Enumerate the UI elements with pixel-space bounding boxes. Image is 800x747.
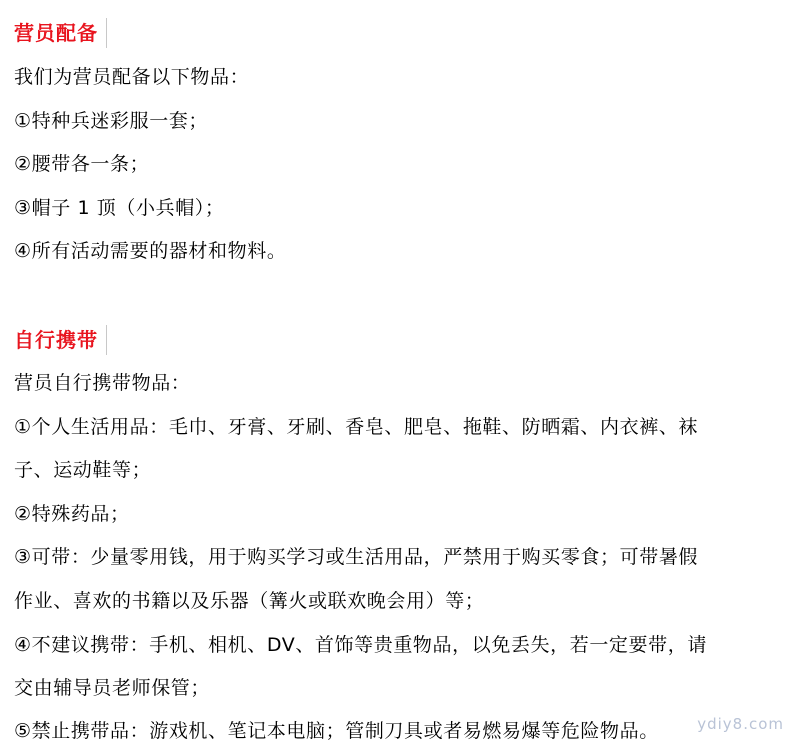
list-item: ③帽子 1 顶（小兵帽）； (14, 197, 225, 219)
list-item: ④不建议携带：手机、相机、DV、首饰等贵重物品，以免丢失，若一定要带，请 (14, 634, 707, 656)
section-heading-camper-supplies: 营员配备 (14, 18, 107, 48)
text-line: 营员自行携带物品： (14, 372, 191, 394)
section-heading-self-carry: 自行携带 (14, 325, 107, 355)
list-item: ④所有活动需要的器材和物料。 (14, 240, 287, 262)
list-item-continuation: 交由辅导员老师保管； (14, 677, 211, 699)
list-item: ①特种兵迷彩服一套； (14, 110, 209, 132)
list-item-continuation: 子、运动鞋等； (14, 459, 152, 481)
list-item: ②腰带各一条； (14, 153, 150, 175)
list-item-continuation: 作业、喜欢的书籍以及乐器（篝火或联欢晚会用）等； (14, 590, 485, 612)
watermark-text: ydiy8.com (697, 715, 784, 733)
list-item: ①个人生活用品：毛巾、牙膏、牙刷、香皂、肥皂、拖鞋、防晒霜、内衣裤、袜 (14, 416, 699, 438)
text-line: 我们为营员配备以下物品： (14, 66, 250, 88)
list-item: ⑤禁止携带品：游戏机、笔记本电脑；管制刀具或者易燃易爆等危险物品。 (14, 720, 659, 742)
list-item: ③可带：少量零用钱，用于购买学习或生活用品，严禁用于购买零食；可带暑假 (14, 546, 699, 568)
list-item: ②特殊药品； (14, 503, 130, 525)
